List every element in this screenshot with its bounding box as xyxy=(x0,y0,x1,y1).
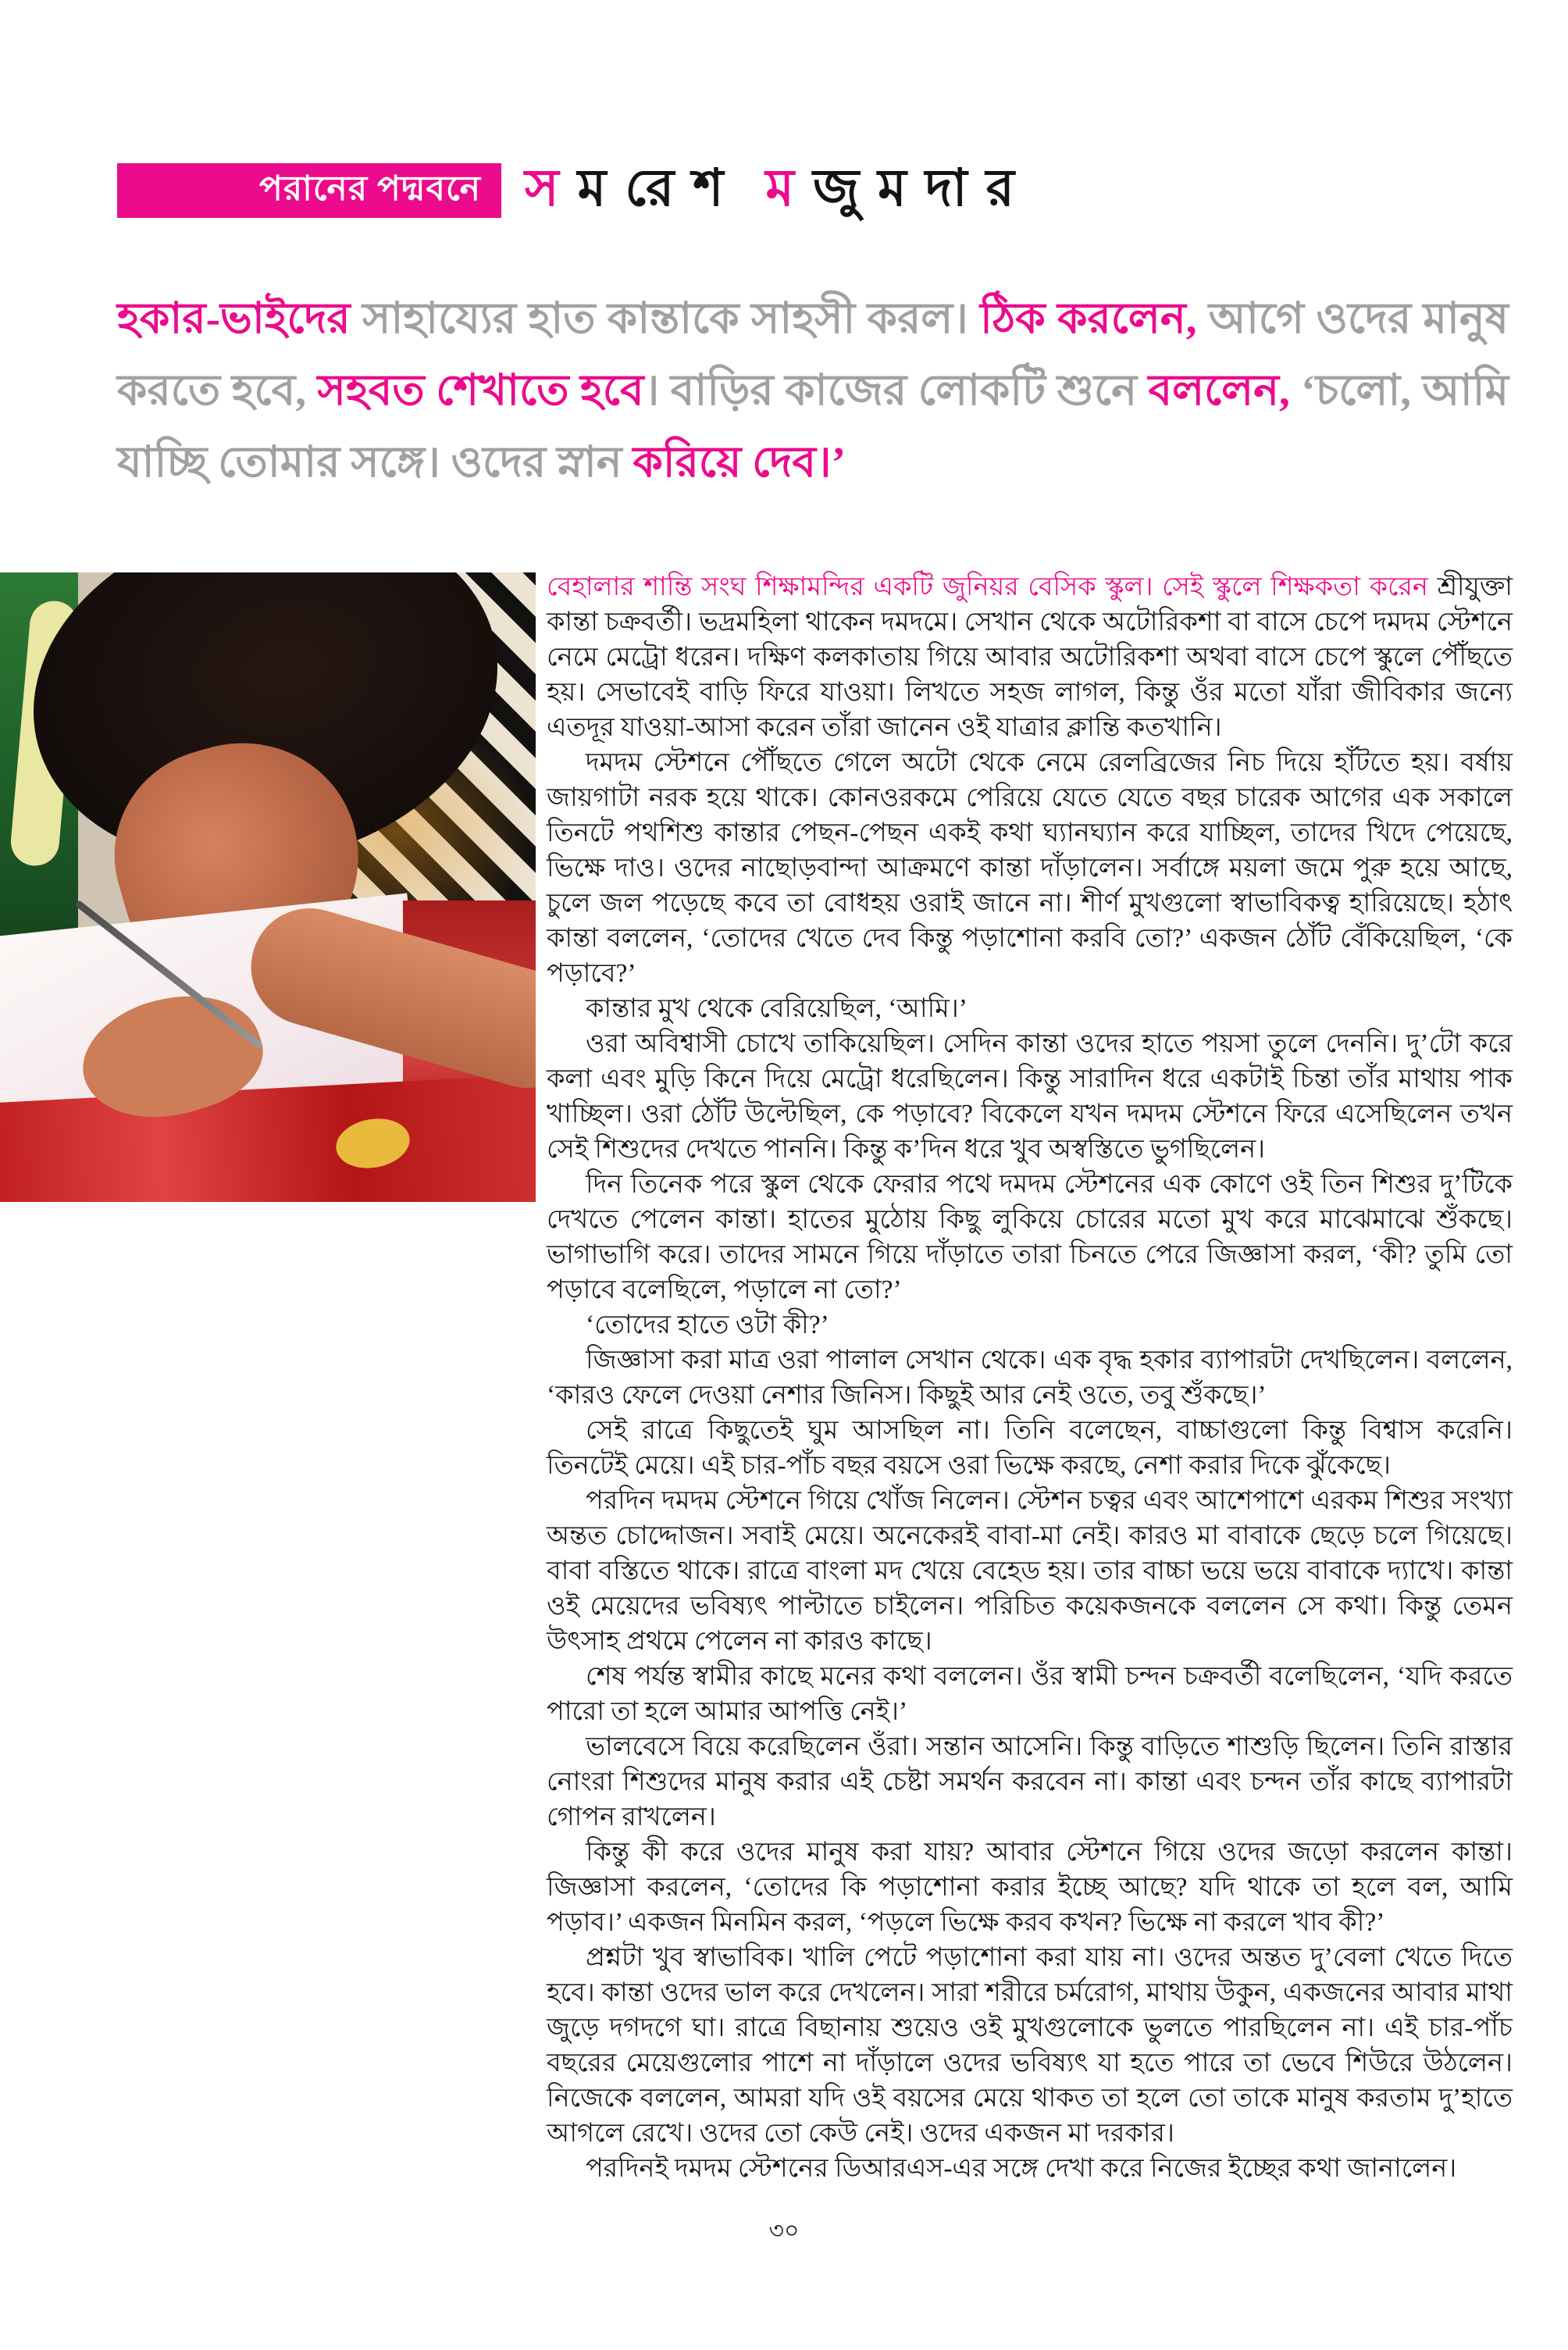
article-paragraph xyxy=(547,1729,1513,1835)
paragraph-segment: কান্তার মুখ থেকে বেরিয়েছিল, ‘আমি।’ xyxy=(586,994,968,1023)
article-paragraph xyxy=(547,1026,1513,1167)
paragraph-segment: দমদম স্টেশনে পৌঁছতে গেলে অটো থেকে নেমে রেলব্রিজের নিচ দিয়ে হাঁটতে হয়। বর্ষায় জায়গাটা নরক হয়ে থাকে। কোনওরকমে পেরিয়ে যেতে যেতে বছর চারেক আগের এক সকালে তিনটে পথশিশু কান্তার পেছন-পেছন একই কথা ঘ্যানঘ্যান করে যাচ্ছিল, তাদের খিদে পেয়েছে, ভিক্ষে দাও। ওদের নাছোড়বান্দা আক্রমণে কান্তা দাঁড়ালেন। সর্বাঙ্গে ময়লা জমে পুরু হয়ে আছে, চুলে জল পড়েছে কবে তা বোধহয় ওরাই জানে না। শীর্ণ মুখগুলো স্বাভাবিকত্ব হারিয়েছে। হঠাৎ কান্তা বললেন, ‘তোদের খেতে দেব কিন্তু পড়াশোনা করবি তো?’ একজন ঠোঁট বেঁকিয়েছিল, ‘কে পড়াবে?’ xyxy=(547,748,1513,988)
paragraph-segment: ভালবেসে বিয়ে করেছিলেন ওঁরা। সন্তান আসেনি। কিন্তু বাড়িতে শাশুড়ি ছিলেন। তিনি রাস্তার নোংরা শিশুদের মানুষ করার এই চেষ্টা সমর্থন করবেন না। কান্তা এবং চন্দন তাঁর কাছে ব্যাপারটা গোপন রাখলেন। xyxy=(547,1732,1513,1831)
article-paragraph xyxy=(547,1940,1513,2151)
article-paragraph xyxy=(547,991,1513,1026)
article-paragraph xyxy=(547,1307,1513,1343)
paragraph-segment: বেহালার শান্তি সংঘ শিক্ষামন্দির একটি জুনিয়র বেসিক স্কুল। সেই স্কুলে শিক্ষকতা করেন xyxy=(547,572,1438,601)
paragraph-segment: ‘তোদের হাতে ওটা কী?’ xyxy=(586,1311,829,1339)
paragraph-segment: শ্রীযুক্তা কান্তা চক্রবর্তী। ভদ্রমহিলা থাকেন দমদমে। সেখান থেকে অটোরিকশা বা বাসে চেপে দমদম স্টেশনে নেমে মেট্রো ধরেন। দক্ষিণ কলকাতায় গিয়ে আবার অটোরিকশা অথবা বাসে চেপে স্কুলে পৌঁছতে হয়। সেভাবেই বাড়ি ফিরে যাওয়া। লিখতে সহজ লাগল, কিন্তু ওঁর মতো যাঁরা জীবিকার জন্যে এতদূর যাওয়া-আসা করেন তাঁরা জানেন ওই যাত্রার ক্লান্তি কতখানি। xyxy=(547,572,1513,742)
lead-segment: সহবত শেখাতে হবে xyxy=(317,366,644,414)
lead-segment: ঠিক করলেন, xyxy=(980,294,1209,342)
paragraph-segment: সেই রাত্রে কিছুতেই ঘুম আসছিল না। তিনি বলেছেন, বাচ্চাগুলো কিন্তু বিশ্বাস করেনি। তিনটেই মেয়ে। এই চার-পাঁচ বছর বয়সে ওরা ভিক্ষে করছে, নেশা করার দিকে ঝুঁকেছে। xyxy=(547,1416,1513,1480)
author-letter: স xyxy=(525,160,559,217)
lead-segment: সাহায্যের হাত কান্তাকে সাহসী করল। xyxy=(362,294,981,342)
article-paragraph xyxy=(547,1343,1513,1413)
page-footer xyxy=(0,2212,1568,2252)
paragraph-segment: জিজ্ঞাসা করা মাত্র ওরা পালাল সেখান থেকে। এক বৃদ্ধ হকার ব্যাপারটা দেখছিলেন। বললেন, ‘কারও ফেলে দেওয়া নেশার জিনিস। কিছুই আর নেই ওতে, তবু শুঁকছে।’ xyxy=(547,1346,1513,1410)
article-paragraph xyxy=(547,1659,1513,1729)
author-letter: শ xyxy=(693,160,724,217)
article-paragraph xyxy=(547,569,1513,745)
article-paragraph xyxy=(547,1483,1513,1659)
lead-segment: বললেন, xyxy=(1148,366,1302,414)
paragraph-segment: ওরা অবিশ্বাসী চোখে তাকিয়েছিল। সেদিন কান্তা ওদের হাতে পয়সা তুলে দেননি। দু’টো করে কলা এবং মুড়ি কিনে দিয়ে মেট্রো ধরেছিলেন। কিন্তু সারাদিন ধরে একটাই চিন্তা তাঁর মাথায় পাক খাচ্ছিল। ওরা ঠোঁট উল্টেছিল, কে পড়াবে? বিকেলে যখন দমদম স্টেশনে ফিরে এসেছিলেন তখন সেই শিশুদের দেখতে পাননি। কিন্তু ক’দিন ধরে খুব অস্বস্তিতে ভুগছিলেন। xyxy=(547,1029,1513,1164)
lead-paragraph xyxy=(117,283,1509,498)
paragraph-segment: দিন তিনেক পরে স্কুল থেকে ফেরার পথে দমদম স্টেশনের এক কোণে ওই তিন শিশুর দু’টিকে দেখতে পেলেন কান্তা। হাতের মুঠোয় কিছু লুকিয়ে চোরের মতো মুখ করে মাঝেমাঝে শুঁকছে। ভাগাভাগি করে। তাদের সামনে গিয়ে দাঁড়াতে তারা চিনতে পেরে জিজ্ঞাসা করল, ‘কী? তুমি তো পড়াবে বলেছিলে, পড়ালে না তো?’ xyxy=(547,1170,1513,1304)
paragraph-segment: শেষ পর্যন্ত স্বামীর কাছে মনের কথা বললেন। ওঁর স্বামী চন্দন চক্রবর্তী বলেছিলেন, ‘যদি করতে পারো তা হলে আমার আপত্তি নেই।’ xyxy=(547,1662,1513,1726)
lead-segment: । বাড়ির কাজের লোকটি শুনে xyxy=(643,366,1149,414)
author-letter: রে xyxy=(625,160,675,217)
article-paragraph xyxy=(547,2151,1513,2186)
article-paragraph xyxy=(547,1835,1513,1940)
author-letter: র xyxy=(985,160,1014,217)
section-label: পরানের পদ্মবনে xyxy=(259,169,481,208)
author-letter: ম xyxy=(577,160,607,217)
lead-segment: করিয়ে দেব।’ xyxy=(633,438,846,486)
article-paragraph xyxy=(547,745,1513,991)
lead-segment: হকার-ভাইদের xyxy=(117,294,362,342)
author-letter: ম xyxy=(878,160,907,217)
article-photo xyxy=(0,572,536,1202)
article-paragraph xyxy=(547,1413,1513,1483)
paragraph-segment: পরদিন দমদম স্টেশনে গিয়ে খোঁজ নিলেন। স্টেশন চত্বর এবং আশেপাশে এরকম শিশুর সংখ্যা অন্তত চোদ্দোজন। সবাই মেয়ে। অনেকেরই বাবা-মা নেই। কারও মা বাবাকে ছেড়ে চলে গিয়েছে। বাবা বস্তিতে থাকে। রাত্রে বাংলা মদ খেয়ে বেহেড হয়। তার বাচ্চা ভয়ে ভয়ে বাবাকে দ্যাখে। কান্তা ওই মেয়েদের ভবিষ্যৎ পাল্টাতে চাইলেন। পরিচিত কয়েকজনকে বললেন সে কথা। কিন্তু তেমন উৎসাহ প্রথমে পেলেন না কারও কাছে। xyxy=(547,1486,1513,1656)
author-letter: ম xyxy=(765,160,795,217)
page-number: ৩০ xyxy=(768,2218,800,2244)
article-body xyxy=(547,569,1513,2186)
lead-segment: আগে ওদের মানুষ করতে হবে, xyxy=(117,294,1509,414)
paragraph-segment: কিন্তু কী করে ওদের মানুষ করা যায়? আবার স্টেশনে গিয়ে ওদের জড়ো করলেন কান্তা। জিজ্ঞাসা করলেন, ‘তোদের কি পড়াশোনা করার ইচ্ছে আছে? যদি থাকে তা হলে বল, আমি পড়াব।’ একজন মিনমিন করল, ‘পড়লে ভিক্ষে করব কখন? ভিক্ষে না করলে খাব কী?’ xyxy=(547,1838,1513,1937)
author-letter: দা xyxy=(925,160,968,217)
article-paragraph xyxy=(547,1167,1513,1307)
author-title xyxy=(525,153,1033,225)
lead-segment: ‘চলো, আমি যাচ্ছি তোমার সঙ্গে। ওদের স্নান xyxy=(117,366,1509,486)
paragraph-segment: পরদিনই দমদম স্টেশনের ডিআরএস-এর সঙ্গে দেখা করে নিজের ইচ্ছের কথা জানালেন। xyxy=(586,2154,1457,2183)
author-letter: জু xyxy=(813,160,860,217)
section-banner xyxy=(117,163,501,218)
paragraph-segment: প্রশ্নটা খুব স্বাভাবিক। খালি পেটে পড়াশোনা করা যায় না। ওদের অন্তত দু’বেলা খেতে দিতে হবে। কান্তা ওদের ভাল করে দেখলেন। সারা শরীরে চর্মরোগ, মাথায় উকুন, একজনের আবার মাথা জুড়ে দগদগে ঘা। রাত্রে বিছানায় শুয়েও ওই মুখগুলোকে ভুলতে পারছিলেন না। এই চার-পাঁচ বছরের মেয়েগুলোর পাশে না দাঁড়ালে ওদের ভবিষ্যৎ যা হতে পারে তা ভেবে শিউরে উঠলেন। নিজেকে বললেন, আমরা যদি ওই বয়সের মেয়ে থাকত তা হলে তো তাকে মানুষ করতাম দু’হাতে আগলে রেখে। ওদের তো কেউ নেই। ওদের একজন মা দরকার। xyxy=(547,1943,1513,2148)
